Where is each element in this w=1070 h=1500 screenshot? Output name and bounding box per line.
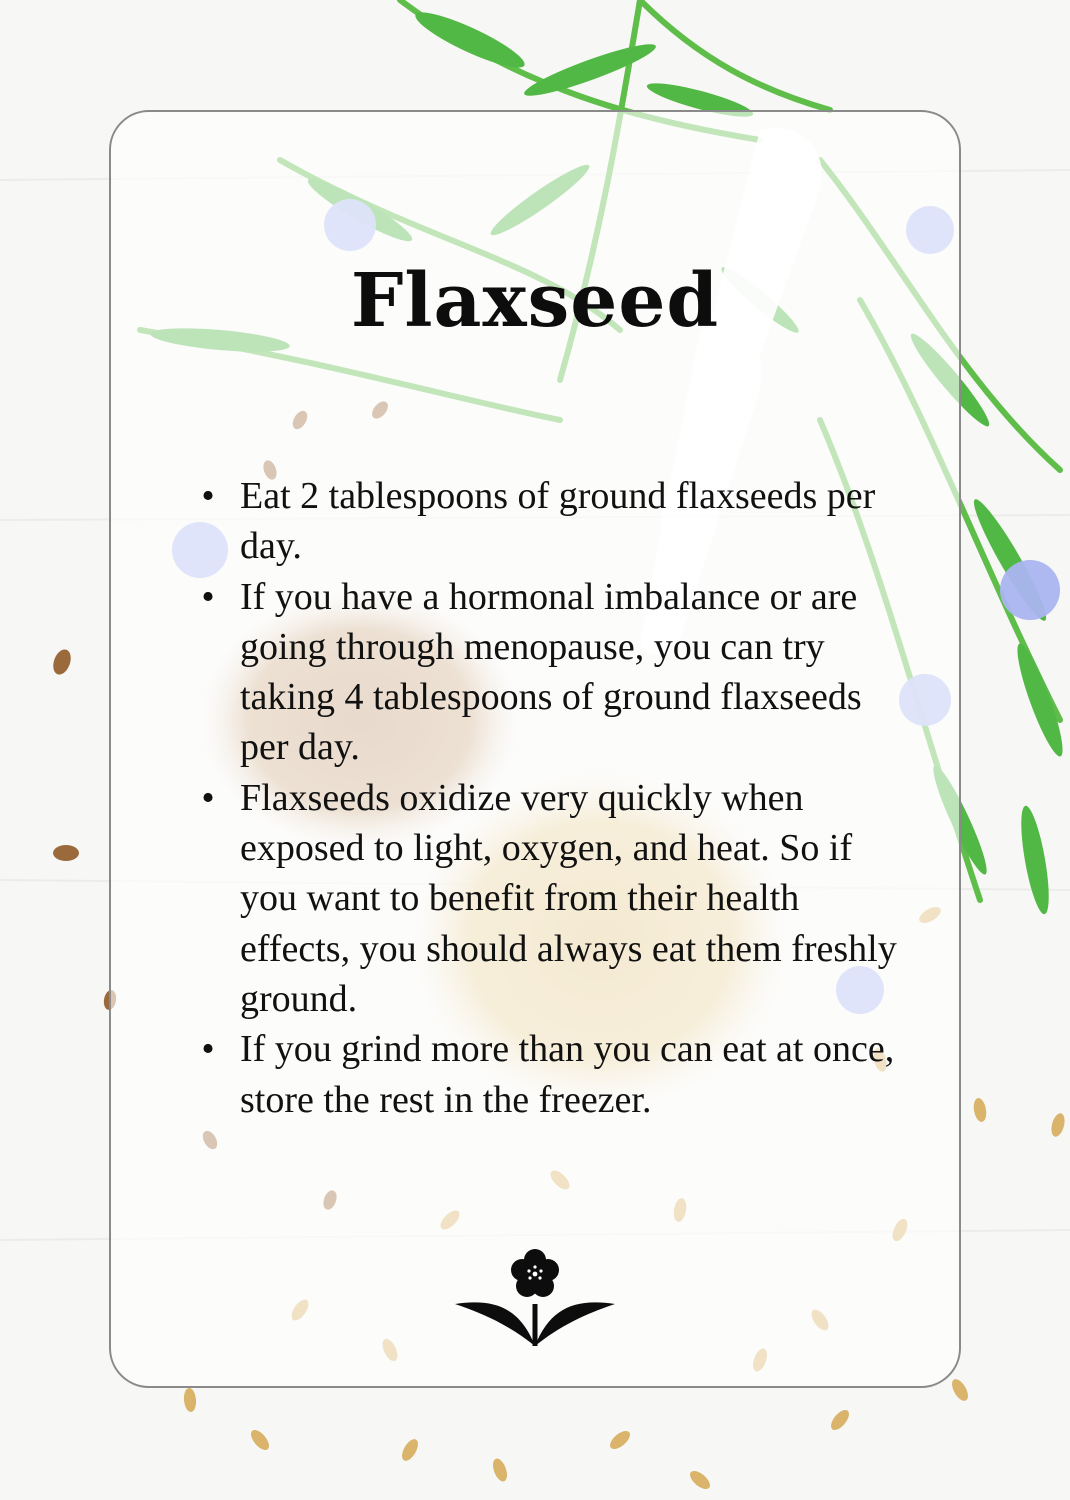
flower-icon <box>455 1246 615 1350</box>
list-item <box>201 1024 900 1125</box>
tip-text: If you have a hormonal imbalance or are going through menopause, you can try taking 4 tablespoons of ground flaxseeds per day. <box>240 575 862 769</box>
bullet: • <box>201 475 215 517</box>
tip-text: Eat 2 tablespoons of ground flaxseeds per day. <box>240 475 876 568</box>
list-item <box>201 773 900 1024</box>
tips-list <box>201 471 900 1125</box>
tip-text: Flaxseeds oxidize very quickly when exposed to light, oxygen, and heat. So if you want to benefit from their health effects, you should always eat them freshly ground. <box>240 776 897 1020</box>
bullet: • <box>201 776 215 819</box>
list-item <box>201 471 900 572</box>
bullet: • <box>201 1028 215 1071</box>
list-item <box>201 572 900 773</box>
tip-text: If you grind more than you can eat at once, store the rest in the freezer. <box>240 1028 895 1121</box>
page-title: Flaxseed <box>350 258 720 344</box>
bullet: • <box>201 575 215 618</box>
